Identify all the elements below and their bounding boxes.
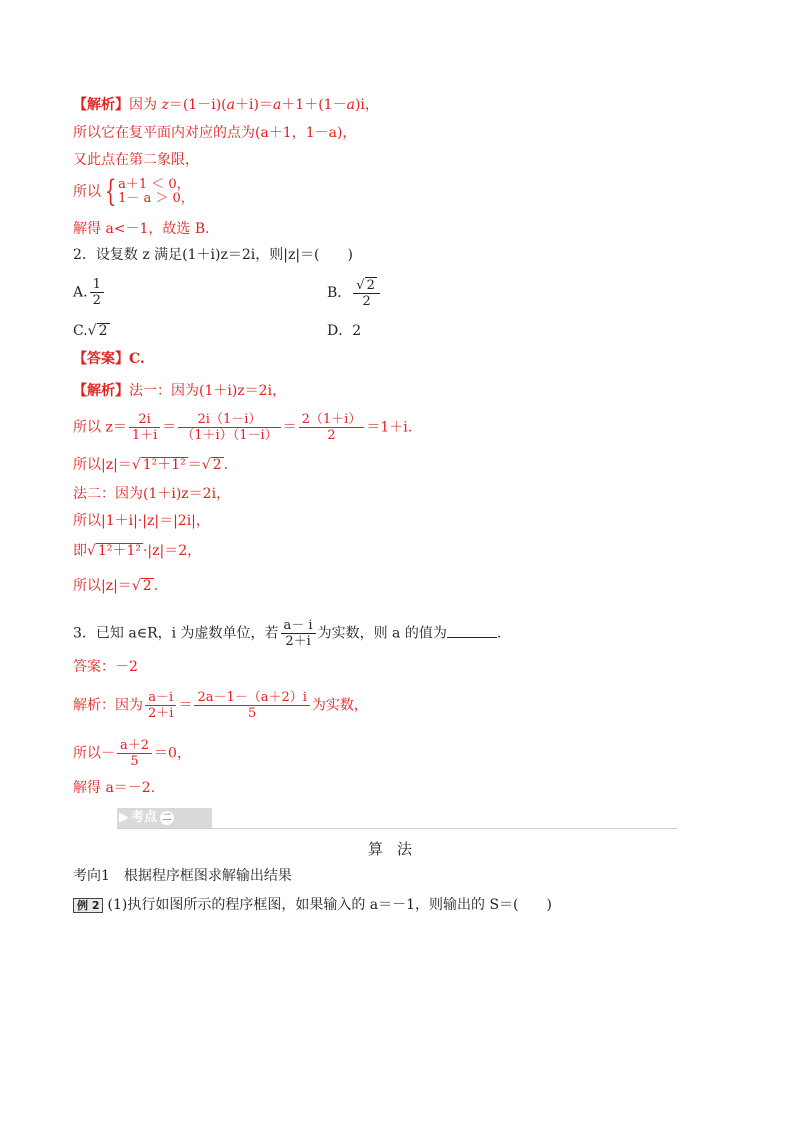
sqrt-symbol: √ 1²＋1² xyxy=(87,543,141,559)
sqrt-symbol: √ 2 xyxy=(131,578,152,594)
fraction: $\frac{√ 2}{2}$ xyxy=(353,277,380,309)
inequality-system: a＋1 ＜ 0， 1－ a ＞ 0， xyxy=(118,177,194,206)
option-d: D．2 xyxy=(327,323,362,339)
solution-1-line-5: 解得 a<－1，故选 B. xyxy=(73,221,210,237)
sqrt-symbol: √ 2 xyxy=(201,457,222,473)
solution-2-line-2: 所以 z＝ $\frac{2i}{1+i}$ ＝ $\frac{2i(1-i)}{(1+i)(1-i)}$ ＝ $\frac{2(1+i)}{2}$ ＝1＋i. xyxy=(73,412,413,443)
sqrt-symbol: √ 2 xyxy=(87,323,108,339)
solution-2-line-4: 法二：因为(1＋i)z＝2i， xyxy=(73,486,231,502)
solution-2-line-3: 所以|z|＝√ 1²＋1² ＝√ 2 . xyxy=(73,457,229,473)
solution-1-line-1: 【解析】因为 z＝(1－i)(a＋i)＝a＋1＋(1－a)i， xyxy=(73,97,379,113)
solution-3-line-1: 解析：因为 $\frac{a-i}{2+i}$ ＝ $\frac{2a-1-(a+2)i}{5}$ 为实数， xyxy=(73,690,368,721)
kaodian-banner: ▶ 考点 二 xyxy=(117,808,212,828)
sqrt-symbol: √ 2 xyxy=(356,278,375,293)
example-badge: 例 2 xyxy=(73,898,103,913)
question-3-stem: 3．已知 a∈R，i 为虚数单位，若 $\frac{a- i}{2+i}$ 为实数，则 a 的值为 . xyxy=(73,618,502,649)
solution-tag: 【解析】 xyxy=(73,97,129,113)
fraction: $\frac{a-i}{2+i}$ xyxy=(145,690,176,721)
solution-3-line-2: 所以－ $\frac{a+2}{5}$ ＝0， xyxy=(73,738,191,769)
solution-2-line-5: 所以|1＋i|·|z|＝|2i|， xyxy=(73,513,210,529)
fraction: $\frac{2(1+i)}{2}$ xyxy=(299,412,365,443)
fraction: $\frac{a+2}{5}$ xyxy=(117,738,152,769)
option-a: A. $\frac{1}{2}$ xyxy=(73,277,106,308)
answer-blank xyxy=(447,623,497,638)
brace-symbol: { xyxy=(104,174,117,209)
solution-1-line-2: 所以它在复平面内对应的点为(a＋1，1－a)， xyxy=(73,125,357,141)
fraction: $\frac{a- i}{2+i}$ xyxy=(281,618,316,649)
section-subtitle: 考向1 根据程序框图求解输出结果 xyxy=(73,868,292,884)
solution-2-line-1: 【解析】法一：因为(1＋i)z＝2i， xyxy=(73,383,287,399)
option-b: B． $\frac{√ 2}{2}$ xyxy=(327,277,382,309)
example-2: 例 2 (1)执行如图所示的程序框图，如果输入的 a＝－1，则输出的 S＝( ) xyxy=(73,895,552,915)
answer-2: 【答案】C. xyxy=(73,351,145,367)
sqrt-symbol: √ 1²＋1² xyxy=(131,457,186,473)
option-c: C.√ 2 xyxy=(73,323,108,339)
solution-2-line-7: 所以|z|＝√ 2 . xyxy=(73,578,159,594)
fraction: $\frac{1}{2}$ xyxy=(90,277,104,308)
question-2-stem: 2．设复数 z 满足(1＋i)z＝2i，则|z|＝( ) xyxy=(73,247,353,263)
section-divider xyxy=(117,828,677,829)
solution-3-line-3: 解得 a＝－2. xyxy=(73,780,156,796)
fraction: $\frac{2a-1-(a+2)i}{5}$ xyxy=(194,690,309,721)
play-arrow-icon: ▶ xyxy=(119,810,129,825)
solution-2-line-6: 即√ 1²＋1² ·|z|＝2， xyxy=(73,543,202,559)
solution-1-line-3: 又此点在第二象限， xyxy=(73,152,199,168)
number-badge: 二 xyxy=(160,811,174,825)
solution-1-line-4: 所以 { a＋1 ＜ 0， 1－ a ＞ 0， xyxy=(73,174,194,209)
fraction: $\frac{2i(1-i)}{(1+i)(1-i)}$ xyxy=(178,412,280,443)
fraction: $\frac{2i}{1+i}$ xyxy=(129,412,160,443)
section-title: 算法 xyxy=(367,840,426,858)
answer-3: 答案：－2 xyxy=(73,659,138,675)
